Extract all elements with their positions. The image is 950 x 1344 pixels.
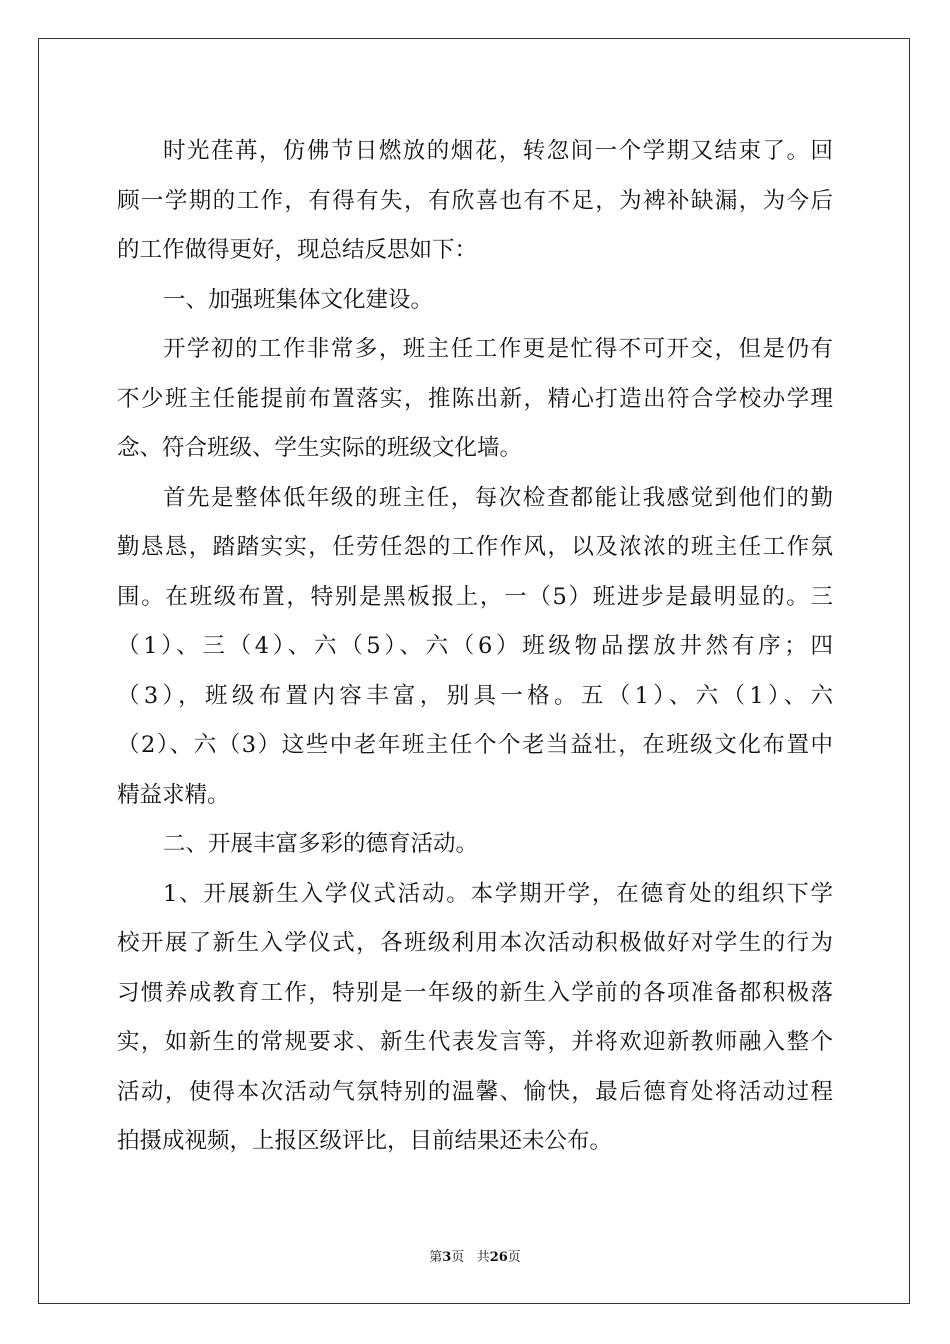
paragraph-line: 活动，使得本次活动气氛特别的温馨、愉快，最后德育处将活动过程 — [117, 1078, 833, 1105]
paragraph-line: 不少班主任能提前布置落实，推陈出新，精心打造出符合学校办学理 — [117, 385, 833, 412]
section-heading: 一、加强班集体文化建设。 — [163, 286, 434, 313]
paragraph-line: （3），班级布置内容丰富，别具一格。五（1）、六（1）、六 — [117, 682, 833, 709]
paragraph-line: 1、开展新生入学仪式活动。本学期开学，在德育处的组织下学 — [163, 880, 833, 907]
paragraph-line: 念、符合班级、学生实际的班级文化墙。 — [117, 435, 523, 461]
paragraph-line: 精益求精。 — [117, 781, 230, 808]
paragraph-line: 的工作做得更好，现总结反思如下： — [117, 237, 478, 263]
paragraph-line: 拍摄成视频，上报区级评比，目前结果还未公布。 — [117, 1128, 613, 1154]
page-number: 3 — [442, 1250, 452, 1265]
page-footer — [0, 1246, 950, 1265]
total-pages: 26 — [489, 1250, 508, 1265]
paragraph-line: 校开展了新生入学仪式，各班级利用本次活动积极做好对学生的行为 — [117, 930, 833, 956]
total-suffix: 页 — [507, 1250, 521, 1265]
paragraph-line: 围。在班级布置，特别是黑板报上，一（5）班进步是最明显的。三 — [117, 583, 833, 610]
paragraph-line: 习惯养成教育工作，特别是一年级的新生入学前的各项准备都积极落 — [117, 979, 833, 1006]
paragraph-line: （2）、六（3）这些中老年班主任个个老当益壮，在班级文化布置中 — [117, 732, 833, 758]
paragraph-line: 勤恳恳，踏踏实实，任劳任怨的工作作风，以及浓浓的班主任工作氛 — [117, 534, 833, 560]
paragraph-line: 顾一学期的工作，有得有失，有欣喜也有不足，为裨补缺漏，为今后 — [117, 187, 833, 214]
paragraph-line: 实，如新生的常规要求、新生代表发言等，并将欢迎新教师融入整个 — [117, 1029, 833, 1055]
page-suffix: 页 — [451, 1250, 465, 1265]
paragraph-line: 首先是整体低年级的班主任，每次检查都能让我感觉到他们的勤 — [163, 484, 833, 511]
section-heading: 二、开展丰富多彩的德育活动。 — [163, 831, 479, 857]
paragraph-line: （1）、三（4）、六（5）、六（6）班级物品摆放井然有序；四 — [117, 633, 833, 659]
page-prefix: 第 — [429, 1250, 443, 1265]
total-prefix: 共 — [476, 1250, 490, 1265]
paragraph-line: 开学初的工作非常多，班主任工作更是忙得不可开交，但是仍有 — [163, 336, 833, 362]
document-body — [117, 127, 833, 1167]
paragraph-line: 时光荏苒，仿佛节日燃放的烟花，转忽间一个学期又结束了。回 — [163, 138, 833, 164]
